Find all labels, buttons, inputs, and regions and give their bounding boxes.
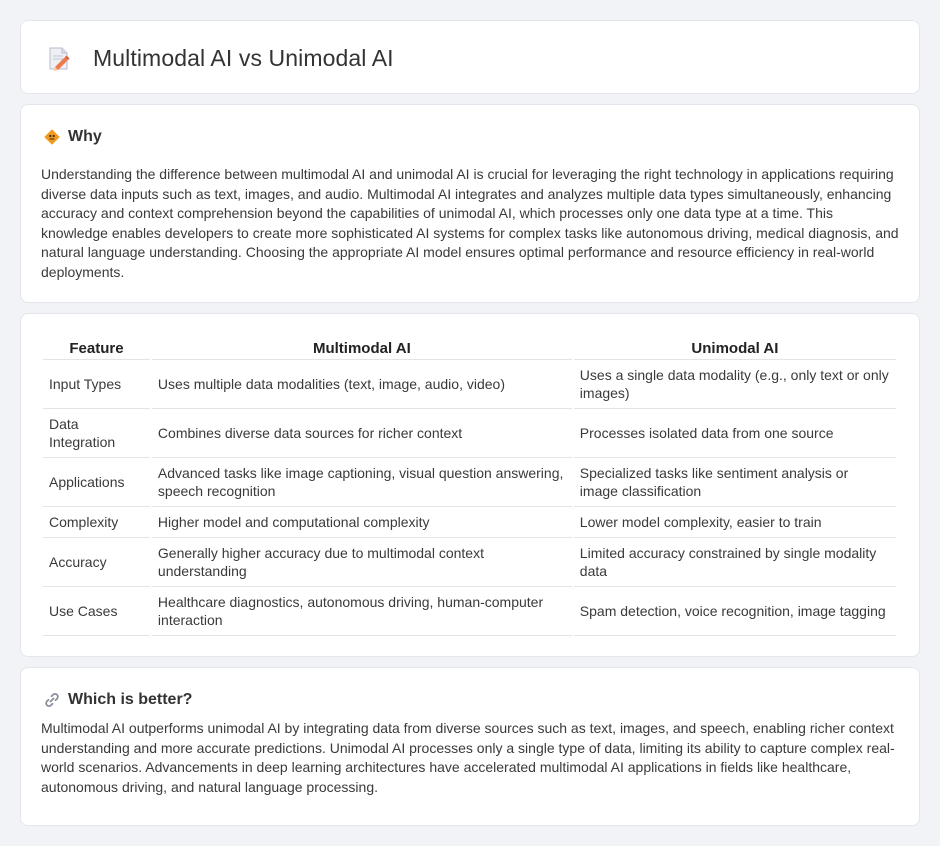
multimodal-cell: Generally higher accuracy due to multimodal context understanding — [152, 538, 572, 587]
feature-cell: Applications — [43, 458, 150, 507]
title-card — [20, 20, 920, 94]
which-is-better-section — [20, 667, 920, 826]
table-row — [43, 360, 896, 409]
header-unimodal: Unimodal AI — [574, 335, 896, 360]
title-row — [47, 45, 394, 72]
unimodal-cell: Processes isolated data from one source — [574, 409, 896, 458]
unimodal-cell: Limited accuracy constrained by single modality data — [574, 538, 896, 587]
link-icon — [43, 691, 61, 709]
better-heading: Which is better? — [68, 691, 193, 708]
why-heading-row — [43, 128, 102, 146]
table-header-row — [43, 335, 896, 360]
header-multimodal: Multimodal AI — [152, 335, 572, 360]
table-row — [43, 538, 896, 587]
table-row — [43, 409, 896, 458]
feature-cell: Accuracy — [43, 538, 150, 587]
page-title: Multimodal AI vs Unimodal AI — [93, 45, 394, 71]
feature-cell: Data Integration — [43, 409, 150, 458]
multimodal-cell: Healthcare diagnostics, autonomous driving, human-computer interaction — [152, 587, 572, 636]
multimodal-cell: Advanced tasks like image captioning, visual question answering, speech recognition — [152, 458, 572, 507]
multimodal-cell: Combines diverse data sources for richer context — [152, 409, 572, 458]
document-pencil-icon — [47, 46, 71, 72]
unimodal-cell: Uses a single data modality (e.g., only text or only images) — [574, 360, 896, 409]
feature-cell: Use Cases — [43, 587, 150, 636]
better-paragraph: Multimodal AI outperforms unimodal AI by integrating data from diverse sources such as text, images, and speech, enabling richer context understanding and more accurate predictions. Unimodal AI processes only a single type of data, limiting its ability to capture complex real-world scenarios. Advancements in deep learning architectures have accelerated multimodal AI applications in fields like healthcare, autonomous driving, and natural language processing. — [41, 720, 895, 795]
header-feature: Feature — [43, 335, 150, 360]
unimodal-cell: Specialized tasks like sentiment analysis or image classification — [574, 458, 896, 507]
unimodal-cell: Spam detection, voice recognition, image tagging — [574, 587, 896, 636]
table-row — [43, 507, 896, 538]
unimodal-cell: Lower model complexity, easier to train — [574, 507, 896, 538]
multimodal-cell: Higher model and computational complexity — [152, 507, 572, 538]
why-heading: Why — [68, 128, 102, 145]
comparison-section — [20, 313, 920, 657]
why-section — [20, 104, 920, 303]
multimodal-cell: Uses multiple data modalities (text, image, audio, video) — [152, 360, 572, 409]
warning-sign-icon — [43, 128, 61, 146]
comparison-table — [41, 335, 898, 636]
why-paragraph: Understanding the difference between multimodal AI and unimodal AI is crucial for leveraging the right technology in applications requiring diverse data inputs such as text, images, and audio. Multimodal AI integrates and analyzes multiple data types simultaneously, enhancing accuracy and context comprehension beyond the capabilities of unimodal AI, which processes only one data type at a time. This knowledge enables developers to create more sophisticated AI systems for complex tasks like autonomous driving, medical diagnosis, and natural language understanding. Choosing the appropriate AI model ensures optimal performance and resource efficiency in real-world deployments. — [41, 166, 899, 280]
feature-cell: Complexity — [43, 507, 150, 538]
better-heading-row — [43, 691, 192, 709]
table-row — [43, 458, 896, 507]
table-row — [43, 587, 896, 636]
feature-cell: Input Types — [43, 360, 150, 409]
